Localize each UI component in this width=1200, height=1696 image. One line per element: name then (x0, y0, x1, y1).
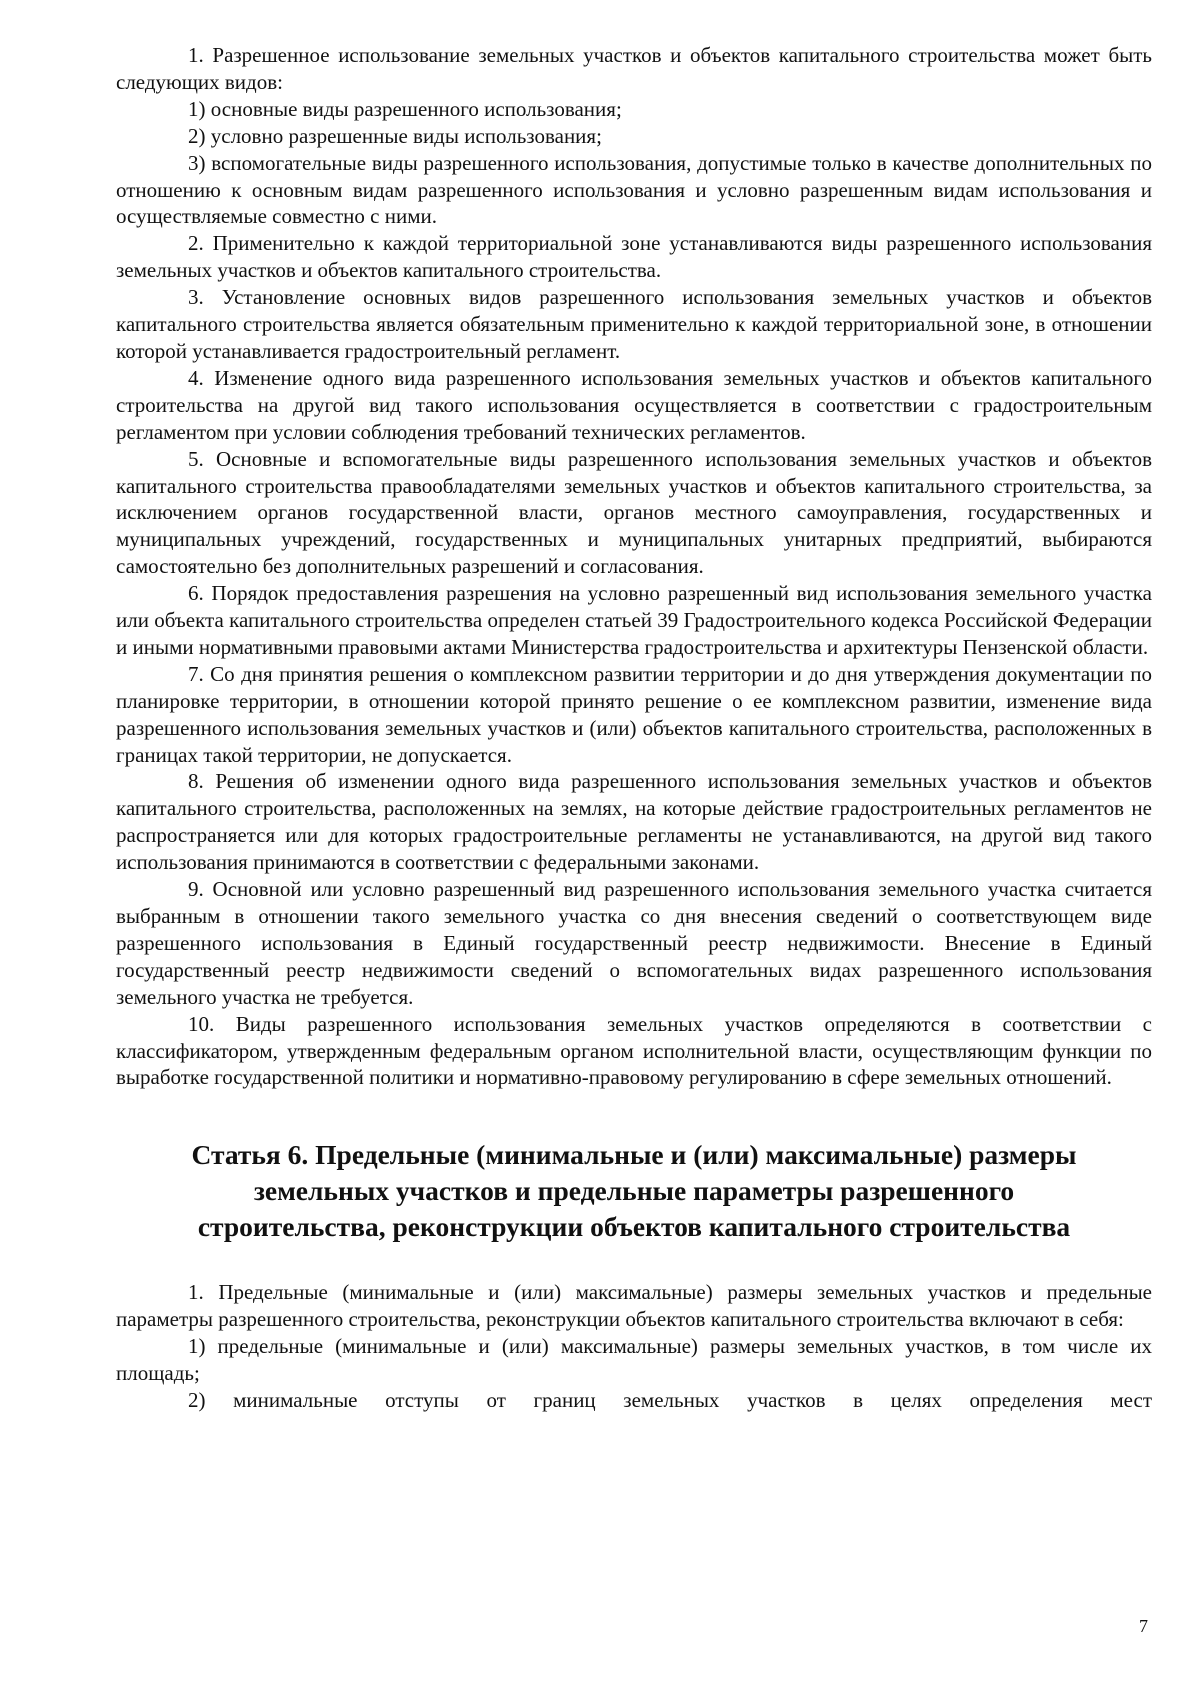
paragraph-1-item-1: 1) основные виды разрешенного использования; (188, 96, 622, 121)
paragraph-4: 4. Изменение одного вида разрешенного использования земельных участков и объектов капитального строительства на другой вид такого использования осуществляется в соответствии с градостроительным регламентом при условии соблюдения требований технических регламентов. (116, 365, 1152, 444)
paragraph-9: 9. Основной или условно разрешенный вид разрешенного использования земельного участка считается выбранным в отношении такого земельного участка со дня внесения сведений о соответствующем виде разрешенного использования в Единый государственный реестр недвижимости. Внесение в Единый государственный реестр недвижимости сведений о вспомогательных видах разрешенного использования земельного участка не требуется. (116, 877, 1152, 1009)
paragraph-5: 5. Основные и вспомогательные виды разрешенного использования земельных участков и объектов капитального строительства правообладателями земельных участков и объектов капитального строительства, за исключением органов государственной власти, органов местного самоуправления, государственных и муниципальных учреждений, государственных и муниципальных унитарных предприятий, выбираются самостоятельно без дополнительных разрешений и согласования. (116, 446, 1152, 579)
page-number: 7 (1139, 1616, 1148, 1636)
article-6-item-2: 2) минимальные отступы от границ земельных участков в целях определения мест (188, 1387, 1152, 1412)
article-6-item-1: 1) предельные (минимальные и (или) максимальные) размеры земельных участков, в том числе их площадь; (116, 1334, 1152, 1386)
paragraph-1: 1. Разрешенное использование земельных участков и объектов капитального строительства может быть следующих видов: (116, 43, 1152, 94)
heading-line-1: Статья 6. Предельные (минимальные и (или) максимальные) размеры (191, 1139, 1077, 1171)
article-6-heading (116, 1137, 1152, 1245)
paragraph-8: 8. Решения об изменении одного вида разрешенного использования земельных участков и объектов капитального строительства, расположенных на землях, на которые действие градостроительных регламентов не распространяется или для которых градостроительные регламенты не устанавливаются, на другой вид такого использования принимаются в соответствии с федеральными законами. (116, 769, 1152, 875)
paragraph-6: 6. Порядок предоставления разрешения на условно разрешенный вид использования земельного участка или объекта капитального строительства определен статьей 39 Градостроительного кодекса Российской Федерации и иными нормативными правовыми актами Министерства градостроительства и архитектуры Пензенской области. (116, 581, 1152, 659)
paragraph-1-item-3: 3) вспомогательные виды разрешенного использования, допустимые только в качестве дополнительных по отношению к основным видам разрешенного использования и условно разрешенным видам использования и осуществляемые совместно с ними. (116, 150, 1152, 229)
paragraph-1-item-2: 2) условно разрешенные виды использования; (188, 123, 602, 148)
paragraph-7: 7. Со дня принятия решения о комплексном развитии территории и до дня утверждения документации по планировке территории, в отношении которой принято решение о ее комплексном развитии, изменение вида разрешенного использования земельных участков и (или) объектов капитального строительства, расположенных в границах такой территории, не допускается. (116, 661, 1152, 767)
paragraph-3: 3. Установление основных видов разрешенного использования земельных участков и объектов капитального строительства является обязательным применительно к каждой территориальной зоне, в отношении которой устанавливается градостроительный регламент. (116, 285, 1152, 363)
paragraph-10: 10. Виды разрешенного использования земельных участков определяются в соответствии с классификатором, утвержденным федеральным органом исполнительной власти, осуществляющим функции по выработке государственной политики и нормативно-правовому регулированию в сфере земельных отношений. (116, 1011, 1152, 1090)
paragraph-2: 2. Применительно к каждой территориальной зоне устанавливаются виды разрешенного использования земельных участков и объектов капитального строительства. (116, 231, 1152, 283)
article-6-paragraph-1: 1. Предельные (минимальные и (или) максимальные) размеры земельных участков и предельные параметры разрешенного строительства, реконструкции объектов капитального строительства включают в себя: (116, 1280, 1152, 1332)
heading-line-2: земельных участков и предельные параметры разрешенного (253, 1175, 1015, 1207)
heading-line-3: строительства, реконструкции объектов капитального строительства (197, 1211, 1071, 1243)
document-page (116, 42, 1152, 1414)
